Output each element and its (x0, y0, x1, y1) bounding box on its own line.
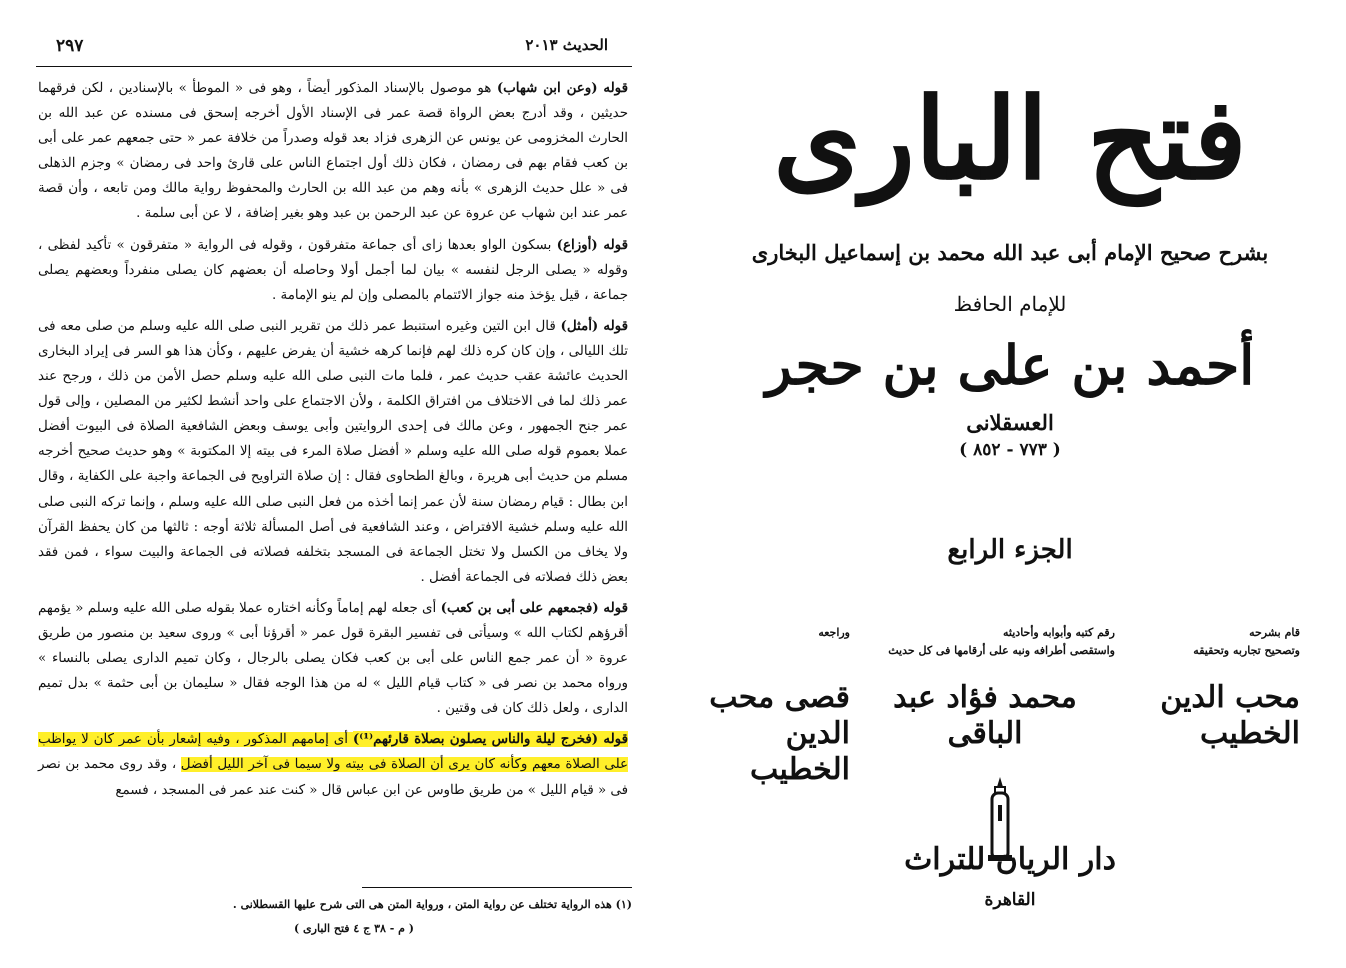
text-page (36, 30, 632, 950)
paragraph-awza (38, 233, 628, 308)
credit-reviewer (700, 624, 850, 788)
paragraph-highlighted (38, 727, 628, 802)
paragraph-text: هو موصول بالإسناد المذكور أيضاً ، وهو فى « الموطأ » بالإسنادين ، لكن فرقهما حديثين ، وقد أدرج بعض الرواة قصة عمر فى الإسناد الأول أخرجه إسحق فى مسنده عن عبد الله بن الحارث المخزومى عن يونس عن الزهرى فزاد بعد قوله وصدراً من خلافة عمر « حتى جمعهم عمر على أبى بن كعب فقام بهم فى رمضان ، فكان ذلك أول اجتماع الناس على قارئ واحد فى رمضان » وجزم الذهلى فى « علل حديث الزهرى » بأنه وهم من عبد الله بن الحارث والمحفوظ رواية مالك ومن تابعه ، وأن قصة عمر عند ابن شهاب عن عروة عن عبد الرحمن بن عبد وهو بغير إضافة ، لا عن أبى سلمة . (38, 81, 628, 222)
book-subtitle: بشرح صحيح الإمام أبى عبد الله محمد بن إسماعيل البخارى (751, 240, 1269, 265)
highlighted-keyword: قوله (فخرج ليلة والناس يصلون بصلاة قارئهم⁽¹⁾) (352, 731, 629, 748)
publisher-city: القاهرة (984, 890, 1036, 910)
paragraph-text: قال ابن التين وغيره استنبط عمر ذلك من تقرير النبى صلى الله عليه وسلم من صلى معه فى تلك الليالى ، وإن كان كره ذلك لهم فإنما كرهه خشية أن يفرض عليهم ، وكأن هذا هو السر فى إيراد البخارى الحديث عائشة عقب حديث عمر ، فلما مات النبى صلى الله عليه وسلم حصل الأمن من ذلك ، ورجح عند عمر ذلك لما فى الاختلاف من افتراق الكلمة ، ولأن الاجتماع على واحد أنشط لكثير من المصلين ، وإلى قول عمر جنح الجمهور ، وعن مالك فى إحدى الروايتين وأبى يوسف وبعض الشافعية الصلاة فى البيوت أفضل عملا بعموم قوله صلى الله عليه وسلم « أفضل صلاة المرء فى بيته إلا المكتوبة » وهو حديث صحيح أخرجه مسلم من حديث أبى هريرة ، وبالغ الطحاوى فقال : إن صلاة التراويح فى الجماعة واجبة على الكفاية ، وقال ابن بطال : قيام رمضان سنة لأن عمر إنما أخذه من فعل النبى صلى الله عليه وسلم ، وإنما تركه النبى صلى الله عليه وسلم خشية الافتراض ، وعند الشافعية فى أصل المسألة ثلاثة أوجه : ثالثها من كان يحفظ القرآن ولا يخاف من الكسل ولا تختل الجماعة فى المسجد بتخلفه فصلاته فى الجماعة والبيت سواء ، فمن فقد بعض ذلك فصلاته فى الجماعة أفضل . (38, 318, 628, 585)
running-head-hadith: الحديث ٢٠١٣ (525, 36, 608, 54)
header-rule (36, 66, 632, 67)
credit-name: محمد فؤاد عبد الباقى (893, 680, 1077, 751)
volume-label: الجزء الرابع (947, 535, 1073, 565)
paragraph-ubayy (38, 596, 628, 721)
paragraph-text: بسكون الواو بعدها زاى أى جماعة متفرقون ، وقوله فى الرواية « متفرقون » تأكيد لفظى ، وقوله « يصلى الرجل لنفسه » بيان لما أجمل أولا وحاصله أن بعضهم كان يصلى منفرداً وبعضهم يصلى جماعة ، قيل يؤخذ منه جواز الائتمام بالمصلى وإن لم ينو الإمامة . (38, 237, 628, 303)
book-title: فتح البارى (773, 74, 1247, 205)
credit-name: محب الدين الخطيب (1160, 680, 1300, 751)
credit-role: وراجعه (818, 626, 850, 639)
paragraph-keyword: قوله (أوزاع) (556, 236, 628, 253)
credit-editor (1120, 624, 1300, 752)
paragraph-amthal (38, 314, 628, 590)
footnote: (١) هذه الرواية تختلف عن رواية المتن ، ورواية المتن هى التى شرح عليها القسطلانى . (232, 898, 632, 911)
credit-role: وتصحيح تجاربه وتحقيقه (1193, 644, 1300, 657)
publisher-name: دار الريان للتراث (904, 842, 1116, 877)
signature-line: ( م - ٣٨ ج ٤ فتح البارى ) (294, 922, 414, 935)
highlighted-text: أى إمامهم المذكور ، وفيه إشعار بأن عمر كان لا يواظب على الصلاة معهم وكأنه كان يرى أن الصلاة فى بيته ولا سيما فى آخر الليل أفضل (38, 732, 628, 773)
credit-role: رقم كتبه وأبوابه وأحاديثه (1003, 626, 1115, 639)
page-number: ٢٩٧ (56, 36, 84, 56)
footnote-rule (362, 887, 632, 888)
credit-name: قصى محب الدين الخطيب (709, 680, 850, 787)
credit-role: واستقصى أطرافه ونبه على أرقامها فى كل حديث (888, 644, 1115, 657)
paragraph-keyword: قوله (فجمعهم على أبى بن كعب) (440, 599, 628, 616)
title-page (700, 30, 1320, 950)
commentary-body (38, 76, 628, 809)
paragraph-keyword: قوله (أمثل) (560, 317, 628, 334)
author-label: للإمام الحافظ (953, 292, 1067, 316)
author-years: ( ٧٧٣ - ٨٥٢ ) (959, 440, 1061, 460)
paragraph-text: ، وقد روى محمد بن نصر فى « قيام الليل » من طريق طاوس عن ابن عباس قال « كنت عند عمر فى المسجد ، فسمع (38, 757, 628, 798)
author-nisba: العسقلانى (966, 410, 1054, 435)
credit-numberer (855, 624, 1115, 752)
paragraph-ibn-shihab (38, 76, 628, 227)
running-head (36, 36, 632, 62)
author-name: أحمد بن على بن حجر (765, 333, 1255, 397)
paragraph-keyword: قوله (وعن ابن شهاب) (496, 80, 628, 96)
paragraph-text: أى جعله لهم إماماً وكأنه اختاره عملا بقوله صلى الله عليه وسلم « يؤمهم أقرؤهم لكتاب الله » وسيأتى فى تفسير البقرة قول عمر « أقرؤنا أبى » وروى سعيد بن منصور من طريق عروة « أن عمر جمع الناس على أبى بن كعب فكان يصلى بالرجال ، وكان تميم الدارى يصلى بالنساء » ورواه محمد بن نصر فى « كتاب قيام الليل » له من هذا الوجه فقال « سليمان بن أبى حثمة » بدل تميم الدارى ، ولعل ذلك كان فى وقتين . (38, 600, 628, 717)
credit-role: قام بشرحه (1249, 626, 1300, 639)
